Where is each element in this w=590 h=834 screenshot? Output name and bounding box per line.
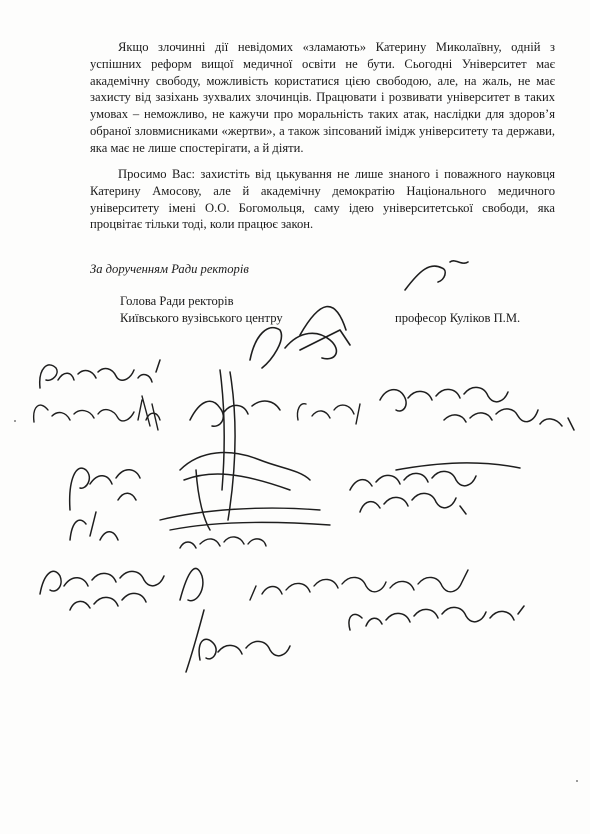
letter-paragraph-2: Просимо Вас: захистіть від цькування не лише знаного і поважного науковця Катерину Амосову, але й академічну демократію Національного медичного університету імені О.О. Богомольця, саму ідею університетської свободи, яка процвітає тільки тоді, коли працює закон.: [90, 167, 555, 232]
signature-rector-4: [297, 404, 360, 424]
signature-rector-9: [40, 571, 164, 610]
signature-chair: [250, 261, 468, 368]
commission-line: За дорученням Ради ректорів: [90, 262, 249, 276]
signature-rector-12: [199, 639, 290, 660]
signature-rector-6: [70, 468, 140, 540]
signature-rector-1: [40, 360, 160, 388]
signature-rector-10: [180, 568, 204, 672]
signature-rector-3: [180, 370, 310, 530]
signature-rector-13: [349, 606, 524, 630]
signature-rector-7: [160, 508, 330, 548]
signer-title-line-2: Київського вузівського центру: [120, 311, 283, 325]
signer-name: професор Куліков П.М.: [395, 311, 521, 325]
signature-rector-11: [250, 570, 468, 600]
signature-rector-5: [380, 387, 574, 430]
scan-speck: [14, 420, 16, 422]
letter-paragraph-1: Якщо злочинні дії невідомих «зламають» Катерину Миколаївну, одній з успішних реформ вищої медичної освіти не бути. Сьогодні Університет має академічну свободу, можливість користатися цією свободою, але, на жаль, не має захисту від зазіхань зухвалих злочинців. Працювати і розвивати університет в таких умовах – неможливо, не кажучи про моральність таких атак, наслідки для здоров’я обраної зловмисниками «жертви», а також зіпсований імідж університету та держави, яка має не лише спостерігати, а й діяти.: [90, 40, 555, 155]
signer-title-line-1: Голова Ради ректорів: [120, 294, 234, 308]
signature-rector-2: [34, 396, 160, 430]
signature-rector-8: [350, 463, 520, 514]
scan-speck: [576, 780, 578, 782]
